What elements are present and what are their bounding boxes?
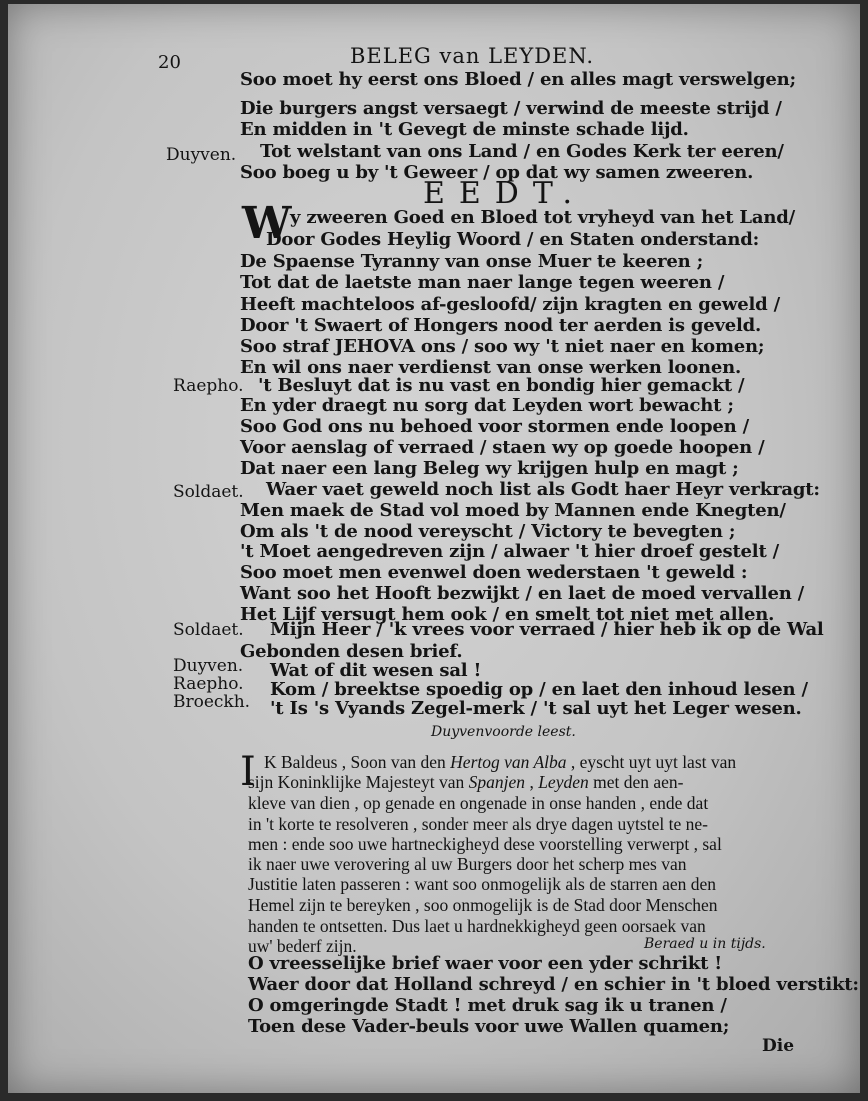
letter-line: K Baldeus , Soon van den Hertog van Alba , eyscht uyt uyt last van bbox=[264, 752, 737, 772]
verse-line: Soo moet men evenwel doen wederstaen 't geweld : bbox=[240, 562, 748, 583]
verse-line: En midden in 't Gevegt de minste schade lijd. bbox=[240, 119, 689, 140]
document-page bbox=[8, 4, 860, 1093]
oath-title: EEDT. bbox=[423, 176, 586, 211]
running-head: BELEG van LEYDEN. bbox=[350, 44, 595, 68]
verse-line: Waer vaet geweld noch list als Godt haer Heyr verkragt: bbox=[266, 479, 820, 500]
letter-line: uw' bederf zijn. bbox=[248, 936, 357, 956]
verse-line: Tot dat de laetste man naer lange tegen weeren / bbox=[240, 272, 725, 293]
verse-line: O vreesselijke brief waer voor een yder schrikt ! bbox=[248, 953, 723, 974]
verse-line: 't Is 's Vyands Zegel-merk / 't sal uyt het Leger wesen. bbox=[270, 698, 802, 719]
catchword: Die bbox=[762, 1036, 795, 1056]
verse-line: Soo moet hy eerst ons Bloed / en alles magt verswelgen; bbox=[240, 69, 796, 90]
speaker-label: Duyven. bbox=[173, 656, 244, 676]
verse-line: 't Besluyt dat is nu vast en bondig hier gemackt / bbox=[258, 375, 745, 396]
letter-line: ik naer uwe verovering al uw Burgers door het scherp mes van bbox=[248, 854, 687, 874]
verse-line: Men maek de Stad vol moed by Mannen ende Knegten/ bbox=[240, 500, 786, 521]
verse-line: Dat naer een lang Beleg wy krijgen hulp en magt ; bbox=[240, 458, 739, 479]
speaker-label: Raepho. bbox=[173, 674, 244, 694]
verse-line: Die burgers angst versaegt / verwind de meeste strijd / bbox=[240, 98, 782, 119]
letter-line: men : ende soo uwe hartneckigheyd dese voorstelling verwerpt , sal bbox=[248, 834, 722, 854]
page-number: 20 bbox=[158, 52, 181, 73]
verse-line: Want soo het Hooft bezwijkt / en laet de moed vervallen / bbox=[240, 583, 805, 604]
verse-line: De Spaense Tyranny van onse Muer te keeren ; bbox=[240, 251, 704, 272]
speaker-label: Duyven. bbox=[166, 145, 237, 165]
letter-closing: Beraed u in tijds. bbox=[644, 936, 766, 952]
verse-line: Door Godes Heylig Woord / en Staten onderstand: bbox=[266, 229, 760, 250]
speaker-label: Broeckh. bbox=[173, 692, 251, 712]
verse-line: Tot welstant van ons Land / en Godes Kerk ter eeren/ bbox=[260, 141, 784, 162]
verse-line: Wat of dit wesen sal ! bbox=[270, 660, 482, 681]
verse-line: Het Lijf versugt hem ook / en smelt tot niet met allen. bbox=[240, 604, 775, 625]
verse-line: Gebonden desen brief. bbox=[240, 641, 463, 662]
verse-line: O omgeringde Stadt ! met druk sag ik u tranen / bbox=[248, 995, 727, 1016]
verse-line: Door 't Swaert of Hongers nood ter aerden is geveld. bbox=[240, 315, 762, 336]
verse-line: En yder draegt nu sorg dat Leyden wort bewacht ; bbox=[240, 395, 734, 416]
speaker-label: Soldaet. bbox=[173, 620, 244, 640]
letter-drop-capital: I bbox=[240, 749, 256, 795]
verse-line: Soo boeg u by 't Geweer / op dat wy samen zweeren. bbox=[240, 162, 754, 183]
verse-line: Heeft machteloos af-gesloofd/ zijn kragten en geweld / bbox=[240, 294, 780, 315]
verse-line: Waer door dat Holland schreyd / en schier in 't bloed verstikt: bbox=[248, 974, 859, 995]
verse-line: Voor aenslag of verraed / staen wy op goede hoopen / bbox=[240, 437, 765, 458]
verse-line: Om als 't de nood vereyscht / Victory te bevegten ; bbox=[240, 521, 736, 542]
verse-line: Mijn Heer / 'k vrees voor verraed / hier heb ik op de Wal bbox=[270, 619, 824, 640]
letter-line: sijn Koninklijke Majesteyt van Spanjen , Leyden met den aen- bbox=[248, 772, 684, 792]
verse-line: Soo God ons nu behoed voor stormen ende loopen / bbox=[240, 416, 749, 437]
letter-line: Hemel zijn te bereyken , soo onmogelijk is de Stad door Menschen bbox=[248, 895, 718, 915]
verse-line: Kom / breektse spoedig op / en laet den inhoud lesen / bbox=[270, 679, 808, 700]
verse-line: Toen dese Vader-beuls voor uwe Wallen quamen; bbox=[248, 1016, 730, 1037]
verse-line: 't Moet aengedreven zijn / alwaer 't hier droef gestelt / bbox=[240, 541, 779, 562]
letter-line: in 't korte te resolveren , sonder meer als drye dagen uytstel te ne- bbox=[248, 814, 708, 834]
verse-line: En wil ons naer verdienst van onse werken loonen. bbox=[240, 357, 742, 378]
verse-line: y zweeren Goed en Bloed tot vryheyd van het Land/ bbox=[290, 207, 796, 228]
letter-line: Justitie laten passeren : want soo onmogelijk als de starren aen den bbox=[248, 874, 716, 894]
letter-line: kleve van dien , op genade en ongenade in onse handen , ende dat bbox=[248, 793, 709, 813]
letter-line: handen te ontsetten. Dus laet u hardnekkigheyd geen oorsaek van bbox=[248, 916, 706, 936]
speaker-label: Soldaet. bbox=[173, 482, 244, 502]
reading-note: Duyvenvoorde leest. bbox=[431, 724, 576, 740]
oath-drop-capital: W bbox=[242, 198, 292, 249]
speaker-label: Raepho. bbox=[173, 376, 244, 396]
verse-line: Soo straf JEHOVA ons / soo wy 't niet naer en komen; bbox=[240, 336, 765, 357]
